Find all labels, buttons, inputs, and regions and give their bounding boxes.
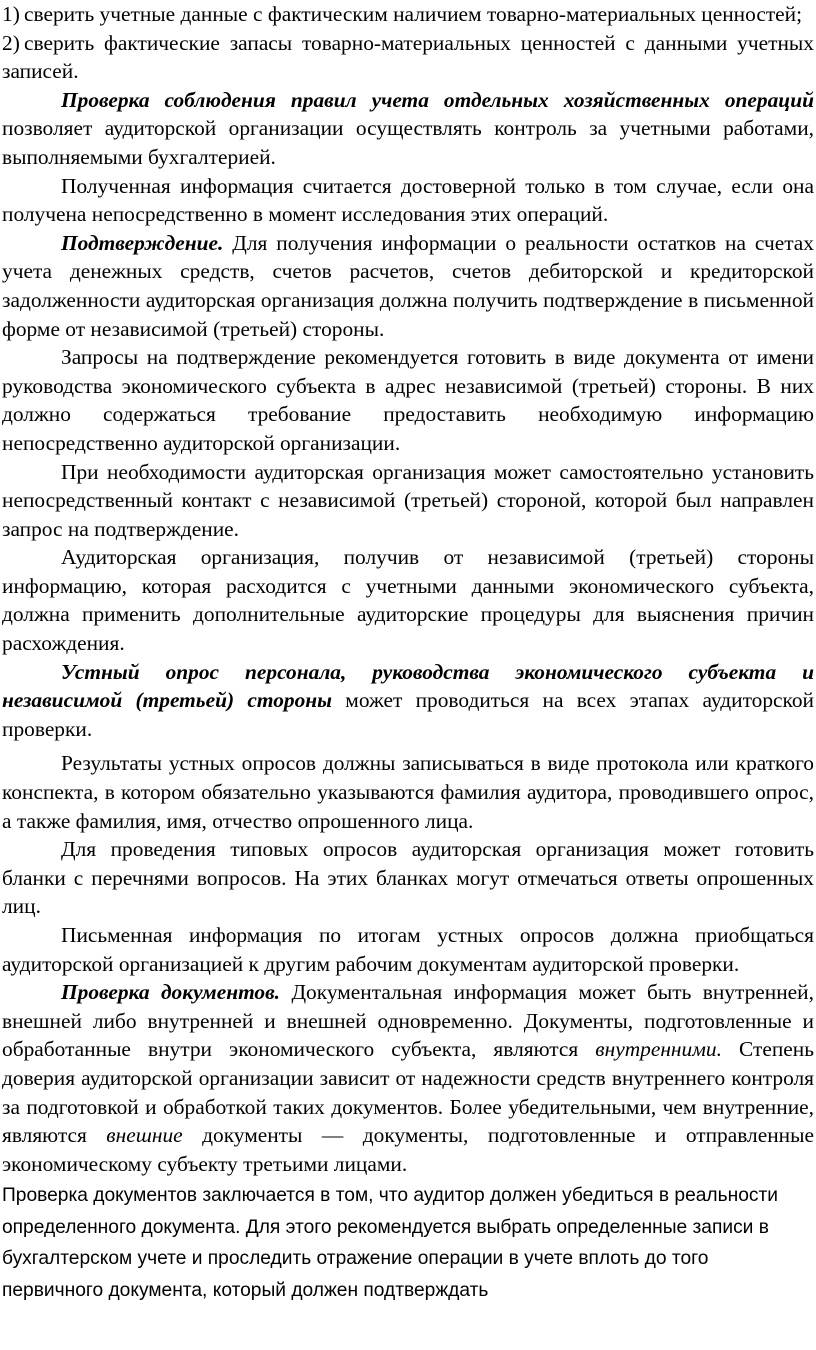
paragraph: Письменная информация по итогам устных опросов должна приобщаться аудиторской организацией к другим рабочим документам аудиторской проверки. bbox=[2, 923, 814, 976]
paragraph-confirmation bbox=[2, 229, 814, 343]
paragraph-text: позволяет аудиторской организации осуществлять контроль за учетными работами, выполняемыми бухгалтерией. bbox=[2, 116, 814, 169]
italic-term: внешние bbox=[106, 1123, 183, 1148]
paragraph: Полученная информация считается достоверной только в том случае, если она получена непосредственно в момент исследования этих операций. bbox=[2, 173, 814, 227]
list-number: 2) bbox=[2, 30, 20, 55]
list-text: сверить фактические запасы товарно-материальных ценностей с данными учетных записей. bbox=[2, 30, 814, 84]
paragraph: Для проведения типовых опросов аудиторская организация может готовить бланки с перечнями вопросов. На этих бланках могут отмечаться ответы опрошенных лиц. bbox=[2, 837, 814, 919]
term-heading: Проверка соблюдения правил учета отдельных хозяйственных операций bbox=[61, 87, 814, 112]
list-text: сверить учетные данные с фактическим наличием товарно-материальных ценностей; bbox=[24, 2, 803, 26]
paragraph-text: документы — документы, подготовленные и отправленные экономическому субъекту третьими лицами. bbox=[2, 1123, 814, 1176]
paragraph-document-check bbox=[2, 978, 814, 1178]
paragraph-text: Документальная информация может быть внутренней, внешней либо внутренней и внешней одновременно. Документы, подготовленные и обработанные внутри экономического субъекта, являются bbox=[2, 980, 814, 1062]
paragraph: Аудиторская организация, получив от независимой (третьей) стороны информацию, которая расходится с учетными данными экономического субъекта, должна применить дополнительные аудиторские процедуры для выяснения причин расхождения. bbox=[2, 545, 814, 656]
paragraph: Результаты устных опросов должны записываться в виде протокола или краткого конспекта, в котором обязательно указываются фамилия аудитора, проводившего опрос, а также фамилия, имя, отчество опрошенного лица. bbox=[2, 751, 814, 833]
paragraph-operations-check bbox=[2, 86, 814, 172]
paragraph-text: Для получения информации о реальности остатков на счетах учета денежных средств, счетов расчетов, счетов дебиторской и кредиторской задолженности аудиторская организация должна получить подтверждение в письменной форме от независимой (третьей) стороны. bbox=[2, 230, 814, 341]
paragraph: Запросы на подтверждение рекомендуется готовить в виде документа от имени руководства экономического субъекта в адрес независимой (третьей) стороны. В них должно содержаться требование предоставить необходимую информацию непосредственно аудиторской организации. bbox=[2, 345, 814, 455]
term-heading: Подтверждение. bbox=[61, 230, 224, 255]
paragraph-text: Степень доверия аудиторской организации зависит от надежности средств внутреннего контроля за подготовкой и обработкой таких документов. Более убедительными, чем внутренние, являются bbox=[2, 1037, 814, 1148]
term-heading: Устный опрос персонала, руководства экономического субъекта и независимой (третьей) стороны bbox=[2, 659, 814, 713]
paragraph: При необходимости аудиторская организация может самостоятельно установить непосредственный контакт с независимой (третьей) стороной, которой был направлен запрос на подтверждение. bbox=[2, 459, 814, 541]
paragraph-oral-survey bbox=[2, 658, 814, 744]
list-number: 1) bbox=[2, 2, 20, 26]
italic-term: внутренними. bbox=[595, 1037, 722, 1062]
term-heading: Проверка документов. bbox=[61, 980, 281, 1005]
paragraph-text: может проводиться на всех этапах аудиторской проверки. bbox=[2, 688, 814, 741]
list-item-1 bbox=[2, 0, 814, 29]
paragraph-tail: Проверка документов заключается в том, что аудитор должен убедиться в реальности определенного документа. Для этого рекомендуется выбрать определенные записи в бухгалтерском учете и проследить отражение операции в учете вплоть до того первичного документа, который должен подтверждать bbox=[2, 1185, 778, 1301]
list-item-2 bbox=[2, 29, 814, 86]
